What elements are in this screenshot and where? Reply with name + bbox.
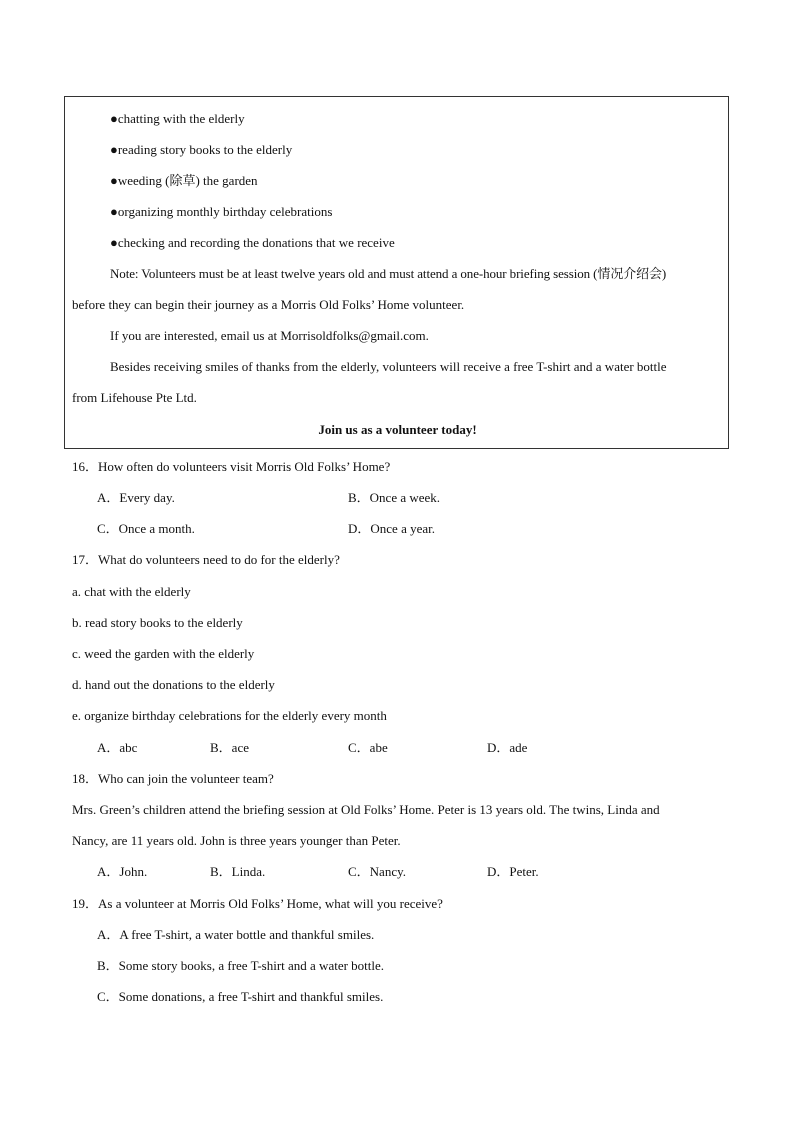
q19-option-a: A．A free T-shirt, a water bottle and thankful smiles. [97, 927, 375, 942]
q18-option-b: B．Linda. [210, 864, 266, 879]
q19-stem: 19．As a volunteer at Morris Old Folks’ Home, what will you receive? [72, 896, 443, 911]
q17-option-c: C．abe [348, 740, 388, 755]
q18-passage-line-1: Mrs. Green’s children attend the briefing session at Old Folks’ Home. Peter is 13 years old. The twins, Linda and [72, 802, 660, 817]
q17-item-d: d. hand out the donations to the elderly [72, 677, 275, 692]
q17-item-c: c. weed the garden with the elderly [72, 646, 255, 661]
q19-option-c: C．Some donations, a free T-shirt and thankful smiles. [97, 989, 384, 1004]
note-line-2: before they can begin their journey as a Morris Old Folks’ Home volunteer. [72, 297, 465, 312]
q18-option-a: A．John. [97, 864, 148, 879]
q16-option-b: B．Once a week. [348, 490, 441, 505]
besides-line-1: Besides receiving smiles of thanks from the elderly, volunteers will receive a free T-shirt and a water bottle [110, 359, 667, 374]
bullet-weeding: ●weeding (除草) the garden [110, 173, 258, 188]
q16-option-c: C．Once a month. [97, 521, 195, 536]
bullet-organizing: ●organizing monthly birthday celebrations [110, 204, 333, 219]
closing-line: Join us as a volunteer today! [318, 422, 477, 437]
q18-option-d: D．Peter. [487, 864, 539, 879]
note-line-1: Note: Volunteers must be at least twelve years old and must attend a one-hour briefing session (情况介绍会) [110, 266, 667, 281]
bullet-chatting: ●chatting with the elderly [110, 111, 245, 126]
bullet-checking: ●checking and recording the donations that we receive [110, 235, 395, 250]
email-line: If you are interested, email us at Morrisoldfolks@gmail.com. [110, 328, 429, 343]
besides-line-2: from Lifehouse Pte Ltd. [72, 390, 197, 405]
q18-option-c: C．Nancy. [348, 864, 407, 879]
bullet-reading: ●reading story books to the elderly [110, 142, 293, 157]
q17-item-e: e. organize birthday celebrations for the elderly every month [72, 708, 387, 723]
q18-passage-line-2: Nancy, are 11 years old. John is three years younger than Peter. [72, 833, 401, 848]
q16-option-a: A．Every day. [97, 490, 175, 505]
q18-stem: 18．Who can join the volunteer team? [72, 771, 274, 786]
q19-option-b: B．Some story books, a free T-shirt and a water bottle. [97, 958, 385, 973]
q17-item-a: a. chat with the elderly [72, 584, 191, 599]
q17-option-d: D．ade [487, 740, 528, 755]
q17-option-b: B．ace [210, 740, 249, 755]
q17-option-a: A．abc [97, 740, 138, 755]
q17-stem: 17．What do volunteers need to do for the elderly? [72, 552, 340, 567]
q17-item-b: b. read story books to the elderly [72, 615, 243, 630]
q16-option-d: D．Once a year. [348, 521, 435, 536]
q16-stem: 16．How often do volunteers visit Morris Old Folks’ Home? [72, 459, 391, 474]
notice-box [64, 96, 729, 449]
